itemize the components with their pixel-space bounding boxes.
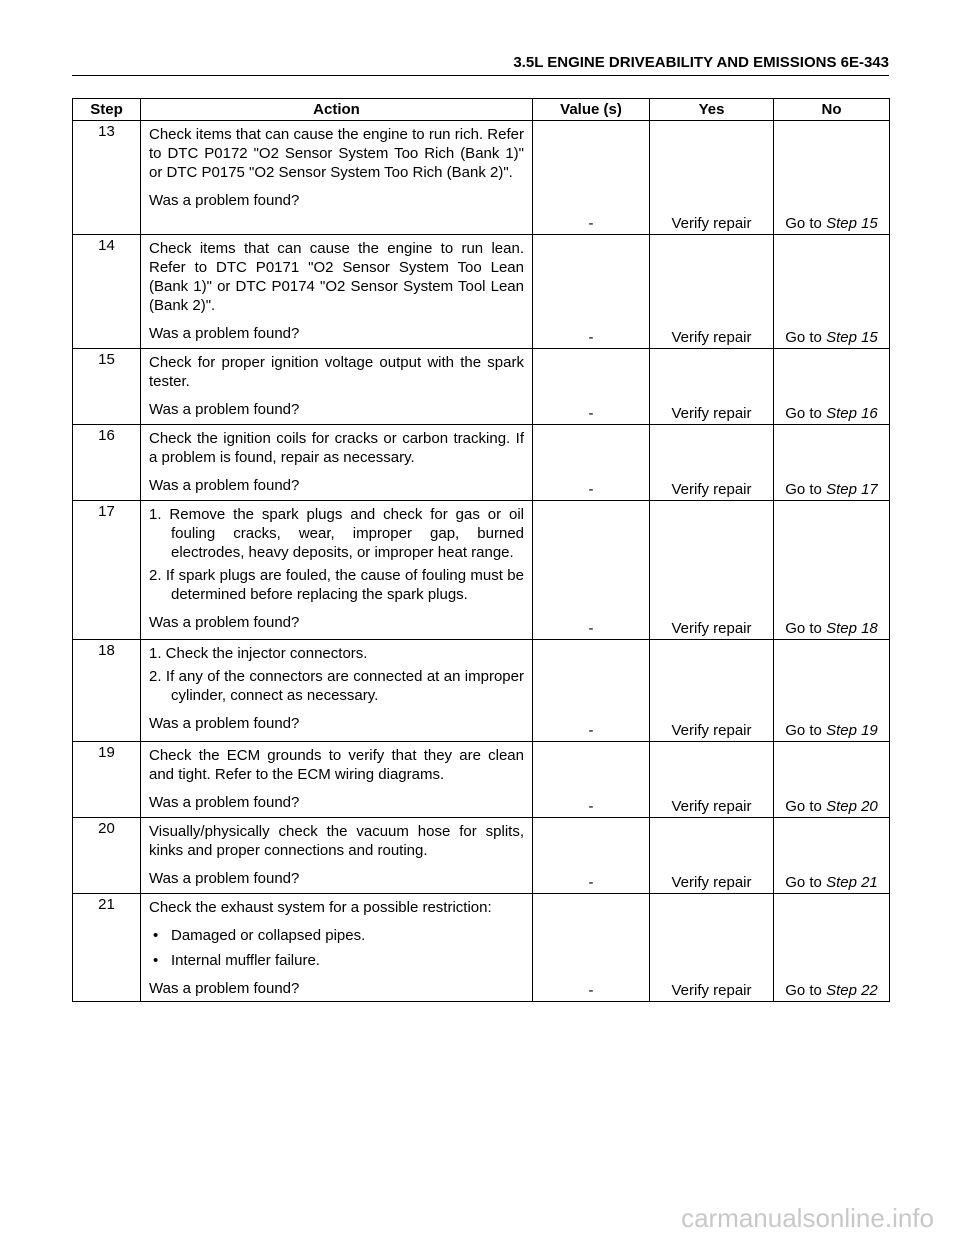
no-cell — [774, 818, 890, 894]
action-text: Visually/physically check the vacuum hose for splits, kinks and proper connections and routing. — [149, 823, 524, 859]
action-text: Check the ignition coils for cracks or carbon tracking. If a problem is found, repair as necessary. — [149, 430, 524, 466]
step-number: 21 — [73, 894, 141, 1002]
no-cell — [774, 501, 890, 640]
no-prefix: Go to — [785, 982, 827, 999]
step-number: 14 — [73, 235, 141, 349]
no-prefix: Go to — [785, 481, 827, 498]
no-step-reference: Step 15 — [826, 215, 878, 232]
action-cell — [141, 501, 533, 640]
yes-cell: Verify repair — [650, 235, 774, 349]
action-cell — [141, 349, 533, 425]
no-step-reference: Step 22 — [826, 982, 878, 999]
table-header-row — [73, 99, 890, 121]
no-step-reference: Step 15 — [826, 329, 878, 346]
no-step-reference: Step 19 — [826, 722, 878, 739]
action-cell — [141, 121, 533, 235]
step-number: 13 — [73, 121, 141, 235]
bullet-list-item — [149, 926, 524, 945]
question-text: Was a problem found? — [149, 401, 300, 418]
no-step-reference: Step 20 — [826, 798, 878, 815]
table-row — [73, 640, 890, 742]
action-cell — [141, 425, 533, 501]
no-cell — [774, 235, 890, 349]
question-text: Was a problem found? — [149, 192, 300, 209]
value-cell: - — [533, 742, 650, 818]
yes-cell: Verify repair — [650, 640, 774, 742]
question-text: Was a problem found? — [149, 325, 300, 342]
bullet-icon: • — [153, 952, 159, 969]
numbered-list — [149, 644, 524, 705]
question-text: Was a problem found? — [149, 477, 300, 494]
no-prefix: Go to — [785, 329, 827, 346]
table-row — [73, 894, 890, 1002]
table-row — [73, 235, 890, 349]
action-text: Check for proper ignition voltage output with the spark tester. — [149, 354, 524, 390]
column-header-action: Action — [141, 99, 533, 121]
watermark: carmanualsonline.info — [681, 1203, 934, 1233]
no-cell — [774, 121, 890, 235]
numbered-list-item: 1. Check the injector connectors. — [149, 645, 368, 662]
no-prefix: Go to — [785, 874, 827, 891]
yes-cell: Verify repair — [650, 121, 774, 235]
table-row — [73, 818, 890, 894]
column-header-step: Step — [73, 99, 141, 121]
bullet-list — [149, 926, 524, 970]
no-cell — [774, 349, 890, 425]
column-header-value: Value (s) — [533, 99, 650, 121]
numbered-list-item: 2. If spark plugs are fouled, the cause of fouling must be determined before replacing the spark plugs. — [149, 567, 524, 603]
no-cell — [774, 640, 890, 742]
question-text: Was a problem found? — [149, 715, 300, 732]
yes-cell: Verify repair — [650, 894, 774, 1002]
no-step-reference: Step 21 — [826, 874, 878, 891]
table-row — [73, 121, 890, 235]
bullet-text: Damaged or collapsed pipes. — [171, 927, 366, 944]
table-row — [73, 501, 890, 640]
step-number: 19 — [73, 742, 141, 818]
action-cell — [141, 235, 533, 349]
yes-cell: Verify repair — [650, 501, 774, 640]
diagnostic-table — [72, 98, 890, 1002]
table-row — [73, 425, 890, 501]
value-cell: - — [533, 818, 650, 894]
value-cell: - — [533, 121, 650, 235]
column-header-no: No — [774, 99, 890, 121]
question-text: Was a problem found? — [149, 614, 300, 631]
question-text: Was a problem found? — [149, 980, 300, 997]
value-cell: - — [533, 349, 650, 425]
action-cell — [141, 894, 533, 1002]
table-row — [73, 349, 890, 425]
question-text: Was a problem found? — [149, 794, 300, 811]
action-cell — [141, 818, 533, 894]
no-prefix: Go to — [785, 798, 827, 815]
yes-cell: Verify repair — [650, 742, 774, 818]
value-cell: - — [533, 235, 650, 349]
bullet-text: Internal muffler failure. — [171, 952, 320, 969]
no-prefix: Go to — [785, 620, 827, 637]
action-text: Check items that can cause the engine to run rich. Refer to DTC P0172 "O2 Sensor System Too Rich (Bank 1)" or DTC P0175 "O2 Sensor System Too Rich (Bank 2)". — [149, 126, 524, 181]
bullet-list-item — [149, 951, 524, 970]
value-cell: - — [533, 425, 650, 501]
numbered-list-item: 2. If any of the connectors are connected at an improper cylinder, connect as necessary. — [149, 668, 524, 704]
step-number: 20 — [73, 818, 141, 894]
yes-cell: Verify repair — [650, 349, 774, 425]
table-row — [73, 742, 890, 818]
no-cell — [774, 742, 890, 818]
table-body — [73, 121, 890, 1002]
numbered-list-item: 1. Remove the spark plugs and check for gas or oil fouling cracks, wear, improper gap, burned electrodes, heavy deposits, or improper heat range. — [149, 506, 524, 561]
no-cell — [774, 894, 890, 1002]
no-cell — [774, 425, 890, 501]
value-cell: - — [533, 894, 650, 1002]
step-number: 16 — [73, 425, 141, 501]
action-text: Check the ECM grounds to verify that they are clean and tight. Refer to the ECM wiring diagrams. — [149, 747, 524, 783]
no-step-reference: Step 17 — [826, 481, 878, 498]
bullet-icon: • — [153, 927, 159, 944]
value-cell: - — [533, 640, 650, 742]
no-prefix: Go to — [785, 722, 827, 739]
page-header — [72, 54, 889, 76]
action-cell — [141, 640, 533, 742]
no-prefix: Go to — [785, 405, 827, 422]
no-step-reference: Step 18 — [826, 620, 878, 637]
step-number: 18 — [73, 640, 141, 742]
page-title: 3.5L ENGINE DRIVEABILITY AND EMISSIONS 6E-343 — [513, 54, 889, 71]
value-cell: - — [533, 501, 650, 640]
question-text: Was a problem found? — [149, 870, 300, 887]
action-text: Check the exhaust system for a possible restriction: — [149, 899, 492, 916]
step-number: 17 — [73, 501, 141, 640]
yes-cell: Verify repair — [650, 425, 774, 501]
step-number: 15 — [73, 349, 141, 425]
action-cell — [141, 742, 533, 818]
column-header-yes: Yes — [650, 99, 774, 121]
no-prefix: Go to — [785, 215, 827, 232]
no-step-reference: Step 16 — [826, 405, 878, 422]
action-text: Check items that can cause the engine to run lean. Refer to DTC P0171 "O2 Sensor System Too Lean (Bank 1)" or DTC P0174 "O2 Sensor System Tool Lean (Bank 2)". — [149, 240, 524, 314]
yes-cell: Verify repair — [650, 818, 774, 894]
numbered-list — [149, 505, 524, 604]
